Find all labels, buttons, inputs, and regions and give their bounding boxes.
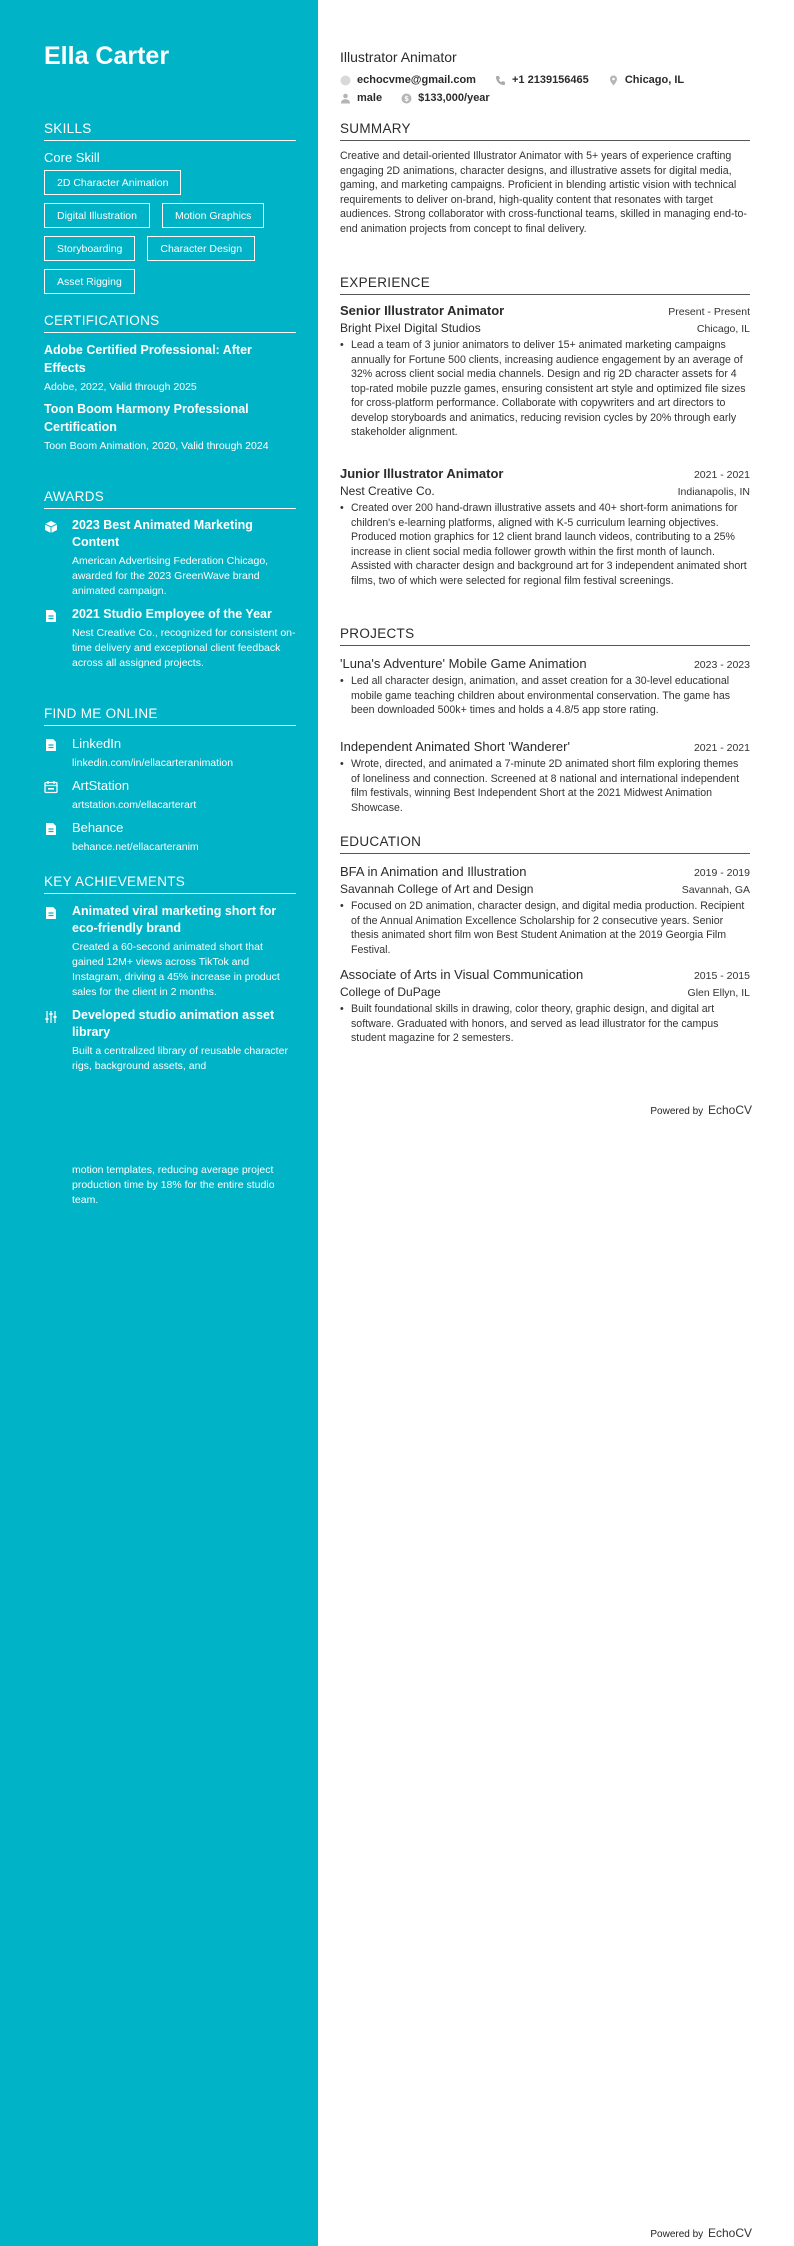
achievement-item [44, 903, 296, 1000]
education-degree: BFA in Animation and Illustration [340, 864, 527, 879]
education-item [340, 864, 750, 957]
certification-item [44, 400, 296, 454]
award-detail: American Advertising Federation Chicago, awarded for the 2023 GreenWave brand animated campaign. [72, 555, 269, 597]
online-title: ArtStation [72, 778, 130, 793]
project-item [340, 656, 750, 718]
online-item[interactable] [44, 735, 296, 771]
powered-by [650, 2226, 752, 2240]
awards-heading: AWARDS [44, 489, 296, 509]
experience-bullet: • Created over 200 hand-drawn illustrative assets and 40+ short-form animations for children's e-learning platforms, aligned with K-5 curriculum learning objectives. Produced motion graphics for 12 client brand launch videos, contributing to a 25% increase in client social media follower growth within the first month of launch. Assisted with character design and background art for 3 independent animated short films, two of which were selected for regional film festival screenings. [340, 501, 750, 588]
achievement-detail: Built a centralized library of reusable character rigs, background assets, and [72, 1045, 288, 1072]
education-dates: 2019 - 2019 [693, 867, 750, 879]
project-dates: 2023 - 2023 [693, 659, 750, 671]
location-item [608, 71, 684, 89]
experience-role: Junior Illustrator Animator [340, 466, 504, 481]
phone-item[interactable] [495, 71, 589, 89]
online-heading: FIND ME ONLINE [44, 706, 296, 726]
svg-text:$: $ [404, 94, 410, 103]
education-bullet: • Built foundational skills in drawing, color theory, graphic design, and digital art software. Graduated with honors, and served as lead illustrator for the campus student magazine for 2 semesters. [340, 1002, 750, 1046]
gender-text: male [357, 92, 383, 104]
email-text[interactable]: echocvme@gmail.com [357, 74, 476, 86]
candidate-name: Ella Carter [44, 42, 170, 70]
skill-tag: 2D Character Animation [44, 170, 181, 195]
brand-name: EchoCV [707, 1103, 752, 1117]
achievement-detail-continued [44, 1163, 296, 1208]
location-icon [608, 75, 619, 86]
education-school: Savannah College of Art and Design [340, 882, 534, 896]
job-title: Illustrator Animator [340, 49, 457, 65]
skills-list [44, 170, 302, 294]
skills-heading: SKILLS [44, 121, 296, 141]
phone-icon [495, 75, 506, 86]
achievement-detail: Created a 60-second animated short that gained 12M+ views across TikTok and Instagram, driving a 45% increase in product sales for the client in 2 months. [72, 941, 280, 998]
salary-text: $133,000/year [418, 92, 490, 104]
calendar-icon [44, 780, 58, 794]
document-icon [44, 822, 58, 836]
experience-company: Nest Creative Co. [340, 484, 435, 498]
online-title: LinkedIn [72, 736, 122, 751]
online-link[interactable]: artstation.com/ellacarterart [72, 799, 197, 811]
summary-heading: SUMMARY [340, 121, 750, 141]
certification-title: Adobe Certified Professional: After Effects [44, 343, 252, 375]
certification-title: Toon Boom Harmony Professional Certification [44, 402, 249, 434]
phone-text[interactable]: +1 2139156465 [512, 74, 589, 86]
brand-name: EchoCV [707, 2226, 752, 2240]
cube-icon [44, 520, 58, 534]
location-text: Chicago, IL [624, 74, 685, 86]
education-dates: 2015 - 2015 [693, 970, 750, 982]
award-detail: Nest Creative Co., recognized for consistent on-time delivery and exceptional client feedback across all assigned projects. [72, 627, 296, 669]
achievement-title: Developed studio animation asset library [72, 1008, 275, 1039]
document-icon [44, 738, 58, 752]
email-icon [340, 75, 351, 86]
achievement-detail: motion templates, reducing average project production time by 18% for the entire studio team. [72, 1164, 275, 1206]
experience-dates: Present - Present [668, 306, 750, 318]
experience-location: Chicago, IL [696, 323, 750, 335]
achievement-title: Animated viral marketing short for eco-friendly brand [72, 904, 277, 935]
education-degree: Associate of Arts in Visual Communication [340, 967, 584, 982]
certification-detail: Adobe, 2022, Valid through 2025 [44, 381, 197, 393]
document-icon [44, 906, 58, 920]
online-item[interactable] [44, 819, 296, 855]
award-item [44, 517, 296, 599]
core-skill-label: Core Skill [44, 150, 100, 165]
certification-item [44, 341, 296, 395]
education-location: Savannah, GA [681, 884, 750, 896]
skill-tag: Digital Illustration [44, 203, 150, 228]
contact-info [340, 71, 760, 107]
education-location: Glen Ellyn, IL [687, 987, 750, 999]
online-item[interactable] [44, 777, 296, 813]
certifications-heading: CERTIFICATIONS [44, 313, 296, 333]
sliders-icon [44, 1010, 58, 1024]
salary-item [401, 89, 490, 107]
powered-by-label: Powered by [650, 2229, 704, 2240]
experience-item [340, 466, 750, 588]
education-heading: EDUCATION [340, 834, 750, 854]
gender-item [340, 89, 382, 107]
summary-text: Creative and detail-oriented Illustrator Animator with 5+ years of experience crafting engaging 2D animations, character designs, and illustrative assets for digital media, gaming, and marketing campaigns. Proficient in blending artistic vision with technical requirements to deliver on-brand, high-quality content that resonates with target audiences. Strong collaborator with cross-functional teams, skilled in managing end-to-end animation projects from concept to final delivery. [340, 150, 747, 235]
education-bullet: • Focused on 2D animation, character design, and digital media production. Recipient of the Annual Animation Excellence Scholarship for 2 consecutive years. Senior thesis animated short film won Best Student Animation at the 2019 Georgia Film Festival. [340, 899, 750, 957]
skill-tag: Asset Rigging [44, 269, 135, 294]
online-link[interactable]: behance.net/ellacarteranim [72, 841, 199, 853]
online-link[interactable]: linkedin.com/in/ellacarteranimation [72, 757, 234, 769]
project-bullet: • Led all character design, animation, and asset creation for a 30-level educational mobile game teaching children about environmental conservation. The game has been downloaded 500k+ times and holds a 4.8/5 app store rating. [340, 674, 750, 718]
experience-role: Senior Illustrator Animator [340, 303, 505, 318]
award-title: 2021 Studio Employee of the Year [72, 607, 272, 621]
powered-by-label: Powered by [650, 1106, 704, 1117]
award-item [44, 606, 296, 671]
project-name: Independent Animated Short 'Wanderer' [340, 739, 570, 754]
sidebar [0, 0, 318, 2246]
achievement-item [44, 1007, 296, 1074]
experience-heading: EXPERIENCE [340, 275, 750, 295]
experience-company: Bright Pixel Digital Studios [340, 321, 481, 335]
certification-detail: Toon Boom Animation, 2020, Valid through 2024 [44, 440, 269, 452]
education-school: College of DuPage [340, 985, 441, 999]
experience-item [340, 303, 750, 440]
skill-tag: Character Design [147, 236, 255, 261]
projects-heading: PROJECTS [340, 626, 750, 646]
powered-by [650, 1103, 752, 1117]
project-bullet: • Wrote, directed, and animated a 7-minute 2D animated short film exploring themes of loneliness and connection. Screened at 8 national and international independent film festivals, winning Best Independent Short at the 2021 Midwest Animation Showcase. [340, 757, 750, 815]
award-title: 2023 Best Animated Marketing Content [72, 518, 253, 549]
project-dates: 2021 - 2021 [693, 742, 750, 754]
person-icon [340, 93, 351, 104]
experience-dates: 2021 - 2021 [693, 469, 750, 481]
skill-tag: Storyboarding [44, 236, 135, 261]
email-item[interactable] [340, 71, 476, 89]
skill-tag: Motion Graphics [162, 203, 264, 228]
document-icon [44, 609, 58, 623]
money-icon [401, 93, 412, 104]
project-name: 'Luna's Adventure' Mobile Game Animation [340, 656, 587, 671]
experience-location: Indianapolis, IN [677, 486, 750, 498]
education-item [340, 967, 750, 1046]
project-item [340, 739, 750, 815]
experience-bullet: • Lead a team of 3 junior animators to deliver 15+ animated marketing campaigns annually for Fortune 500 clients, increasing audience engagement by an average of 32% across client social media channels. Design and rig 2D character assets for 4 top-rated mobile puzzle games, ensuring consistent art style and optimized file sizes for cross-platform performance. Collaborate with copywriters and art directors to develop storyboards and animatics, reducing revision cycles by 20% through early stakeholder alignment. [340, 338, 750, 440]
achievements-heading: KEY ACHIEVEMENTS [44, 874, 296, 894]
online-title: Behance [72, 820, 124, 835]
